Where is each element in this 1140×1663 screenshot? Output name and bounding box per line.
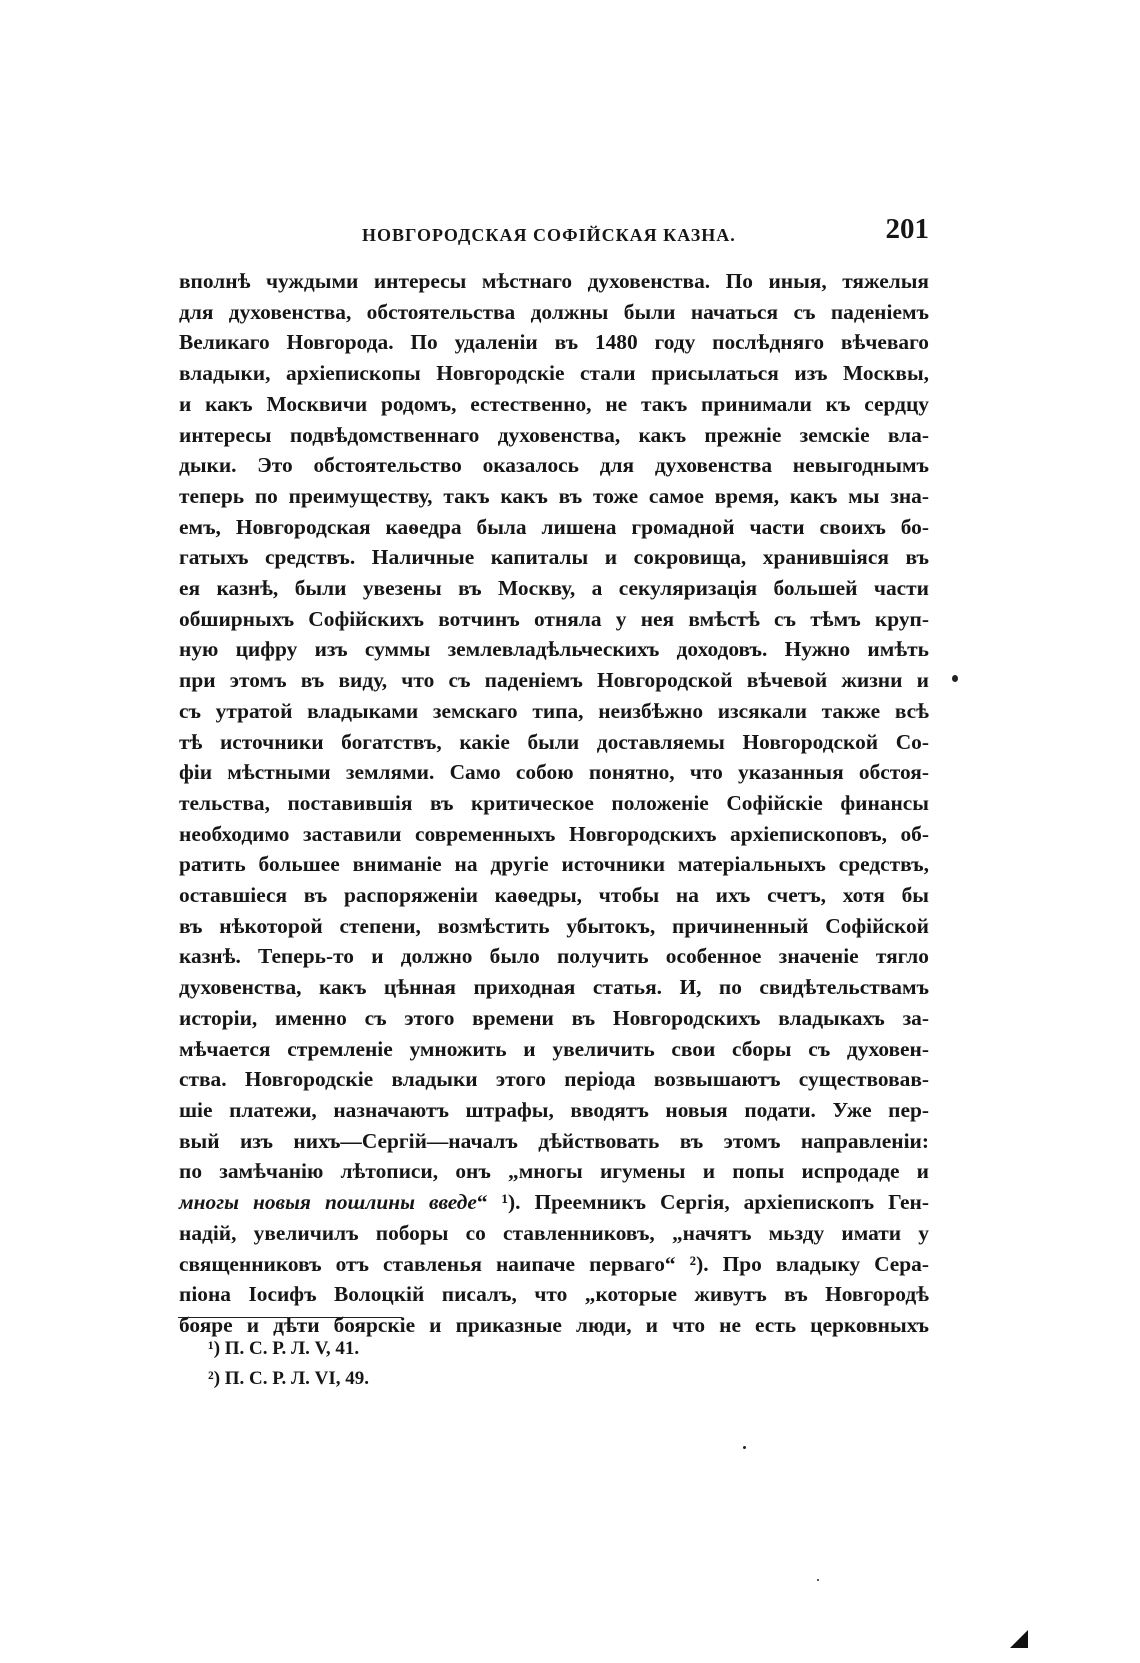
text-line: оставшіеся въ распоряженіи каѳедры, чтобы на ихъ счетъ, хотя бы (179, 883, 929, 908)
footnote: ¹) П. С. Р. Л. V, 41. (208, 1338, 360, 1359)
text-line: вполнѣ чуждыми интересы мѣстнаго духовенства. По иныя, тяжелыя (179, 269, 929, 293)
text-line: владыки, архіепископы Новгородскіе стали присылаться изъ Москвы, (179, 361, 929, 386)
text-line: піона Іосифъ Волоцкій писалъ, что „которые живутъ въ Новгородѣ (179, 1282, 929, 1307)
text-line: ратить большее вниманіе на другіе источники матеріальныхъ средствъ, (179, 852, 929, 877)
text-line: ства. Новгородскіе владыки этого періода возвышаютъ существовав- (179, 1067, 929, 1092)
text-line: тельства, поставившія въ критическое положеніе Софійскіе финансы (179, 790, 929, 815)
text-line: при этомъ въ виду, что съ паденіемъ Новгородской вѣчевой жизни и (179, 668, 929, 693)
footnote: ²) П. С. Р. Л. VI, 49. (208, 1368, 370, 1389)
text-line: ея казнѣ, были увезены въ Москву, а секуляризація большей части (179, 576, 929, 601)
text-line: обширныхъ Софійскихъ вотчинъ отняла у нея вмѣстѣ съ тѣмъ круп- (179, 606, 929, 631)
text-line: ную цифру изъ суммы землевладѣльческихъ доходовъ. Нужно имѣть (179, 637, 929, 662)
text-line: по замѣчанію лѣтописи, онъ „многы игумены и попы испродаде и (179, 1159, 929, 1184)
footnote-divider (178, 1317, 402, 1318)
scan-speck (952, 675, 958, 682)
text-line: теперь по преимуществу, такъ какъ въ тоже самое время, какъ мы зна- (179, 483, 929, 508)
page-number: 201 (885, 213, 929, 245)
text-line: вый изъ нихъ—Сергій—началъ дѣйствовать въ этомъ направленіи: (179, 1128, 929, 1153)
text-line: интересы подвѣдомственнаго духовенства, какъ прежніе земскіе вла- (179, 422, 929, 447)
text-line: духовенства, какъ цѣнная приходная статья. И, по свидѣтельствамъ (179, 975, 929, 1000)
text-line: въ нѣкоторой степени, возмѣстить убытокъ, причиненный Софійской (179, 913, 929, 938)
scan-speck (743, 1446, 746, 1449)
text-line: для духовенства, обстоятельства должны были начаться съ паденіемъ (179, 299, 929, 324)
text-line: казнѣ. Теперь-то и должно было получить особенное значеніе тягло (179, 944, 929, 969)
text-line: шіе платежи, назначаютъ штрафы, вводятъ новыя подати. Уже пер- (179, 1097, 929, 1122)
text-line (179, 1187, 929, 1218)
text-line: Великаго Новгорода. По удаленіи въ 1480 году послѣдняго вѣчеваго (179, 330, 929, 355)
text-line: исторіи, именно съ этого времени въ Новгородскихъ владыкахъ за- (179, 1005, 929, 1030)
text-line: священниковъ отъ ставленья наипаче перваго“ ²). Про владыку Сера- (179, 1251, 929, 1276)
text-line: емъ, Новгородская каѳедра была лишена громадной части своихъ бо- (179, 514, 929, 539)
running-title: НОВГОРОДСКАЯ СОФІЙСКАЯ КАЗНА. (362, 225, 736, 245)
text-line: необходимо заставили современныхъ Новгородскихъ архіепископовъ, об- (179, 821, 929, 846)
body-text (179, 266, 929, 1341)
text-line: тѣ источники богатствъ, какіе были доставляемы Новгородской Со- (179, 729, 929, 754)
scan-corner-mark (1010, 1630, 1028, 1648)
footnotes (208, 1334, 708, 1394)
scan-speck (817, 1579, 819, 1581)
italic-quote: многы новыя пошлины введе (179, 1190, 477, 1215)
text-line: фіи мѣстными землями. Само собою понятно, что указанныя обстоя- (179, 760, 929, 785)
text-line: дыки. Это обстоятельство оказалось для духовенства невыгоднымъ (179, 453, 929, 478)
text-line: съ утратой владыками земскаго типа, неизбѣжно изсякали также всѣ (179, 698, 929, 723)
text-line: мѣчается стремленіе умножить и увеличить свои сборы съ духовен- (179, 1036, 929, 1061)
text-line: гатыхъ средствъ. Наличные капиталы и сокровища, хранившіяся въ (179, 545, 929, 570)
text-line: и какъ Москвичи родомъ, естественно, не такъ принимали къ сердцу (179, 391, 929, 416)
page-header (177, 213, 929, 253)
text-line: надій, увеличилъ поборы со ставленниковъ, „начятъ мьзду имати у (179, 1220, 929, 1245)
text-line-rest: “ ¹). Преемникъ Сергія, архіепископъ Ген- (476, 1190, 929, 1215)
text-line: бояре и дѣти боярскіе и приказные люди, и что не есть церковныхъ (179, 1312, 929, 1337)
